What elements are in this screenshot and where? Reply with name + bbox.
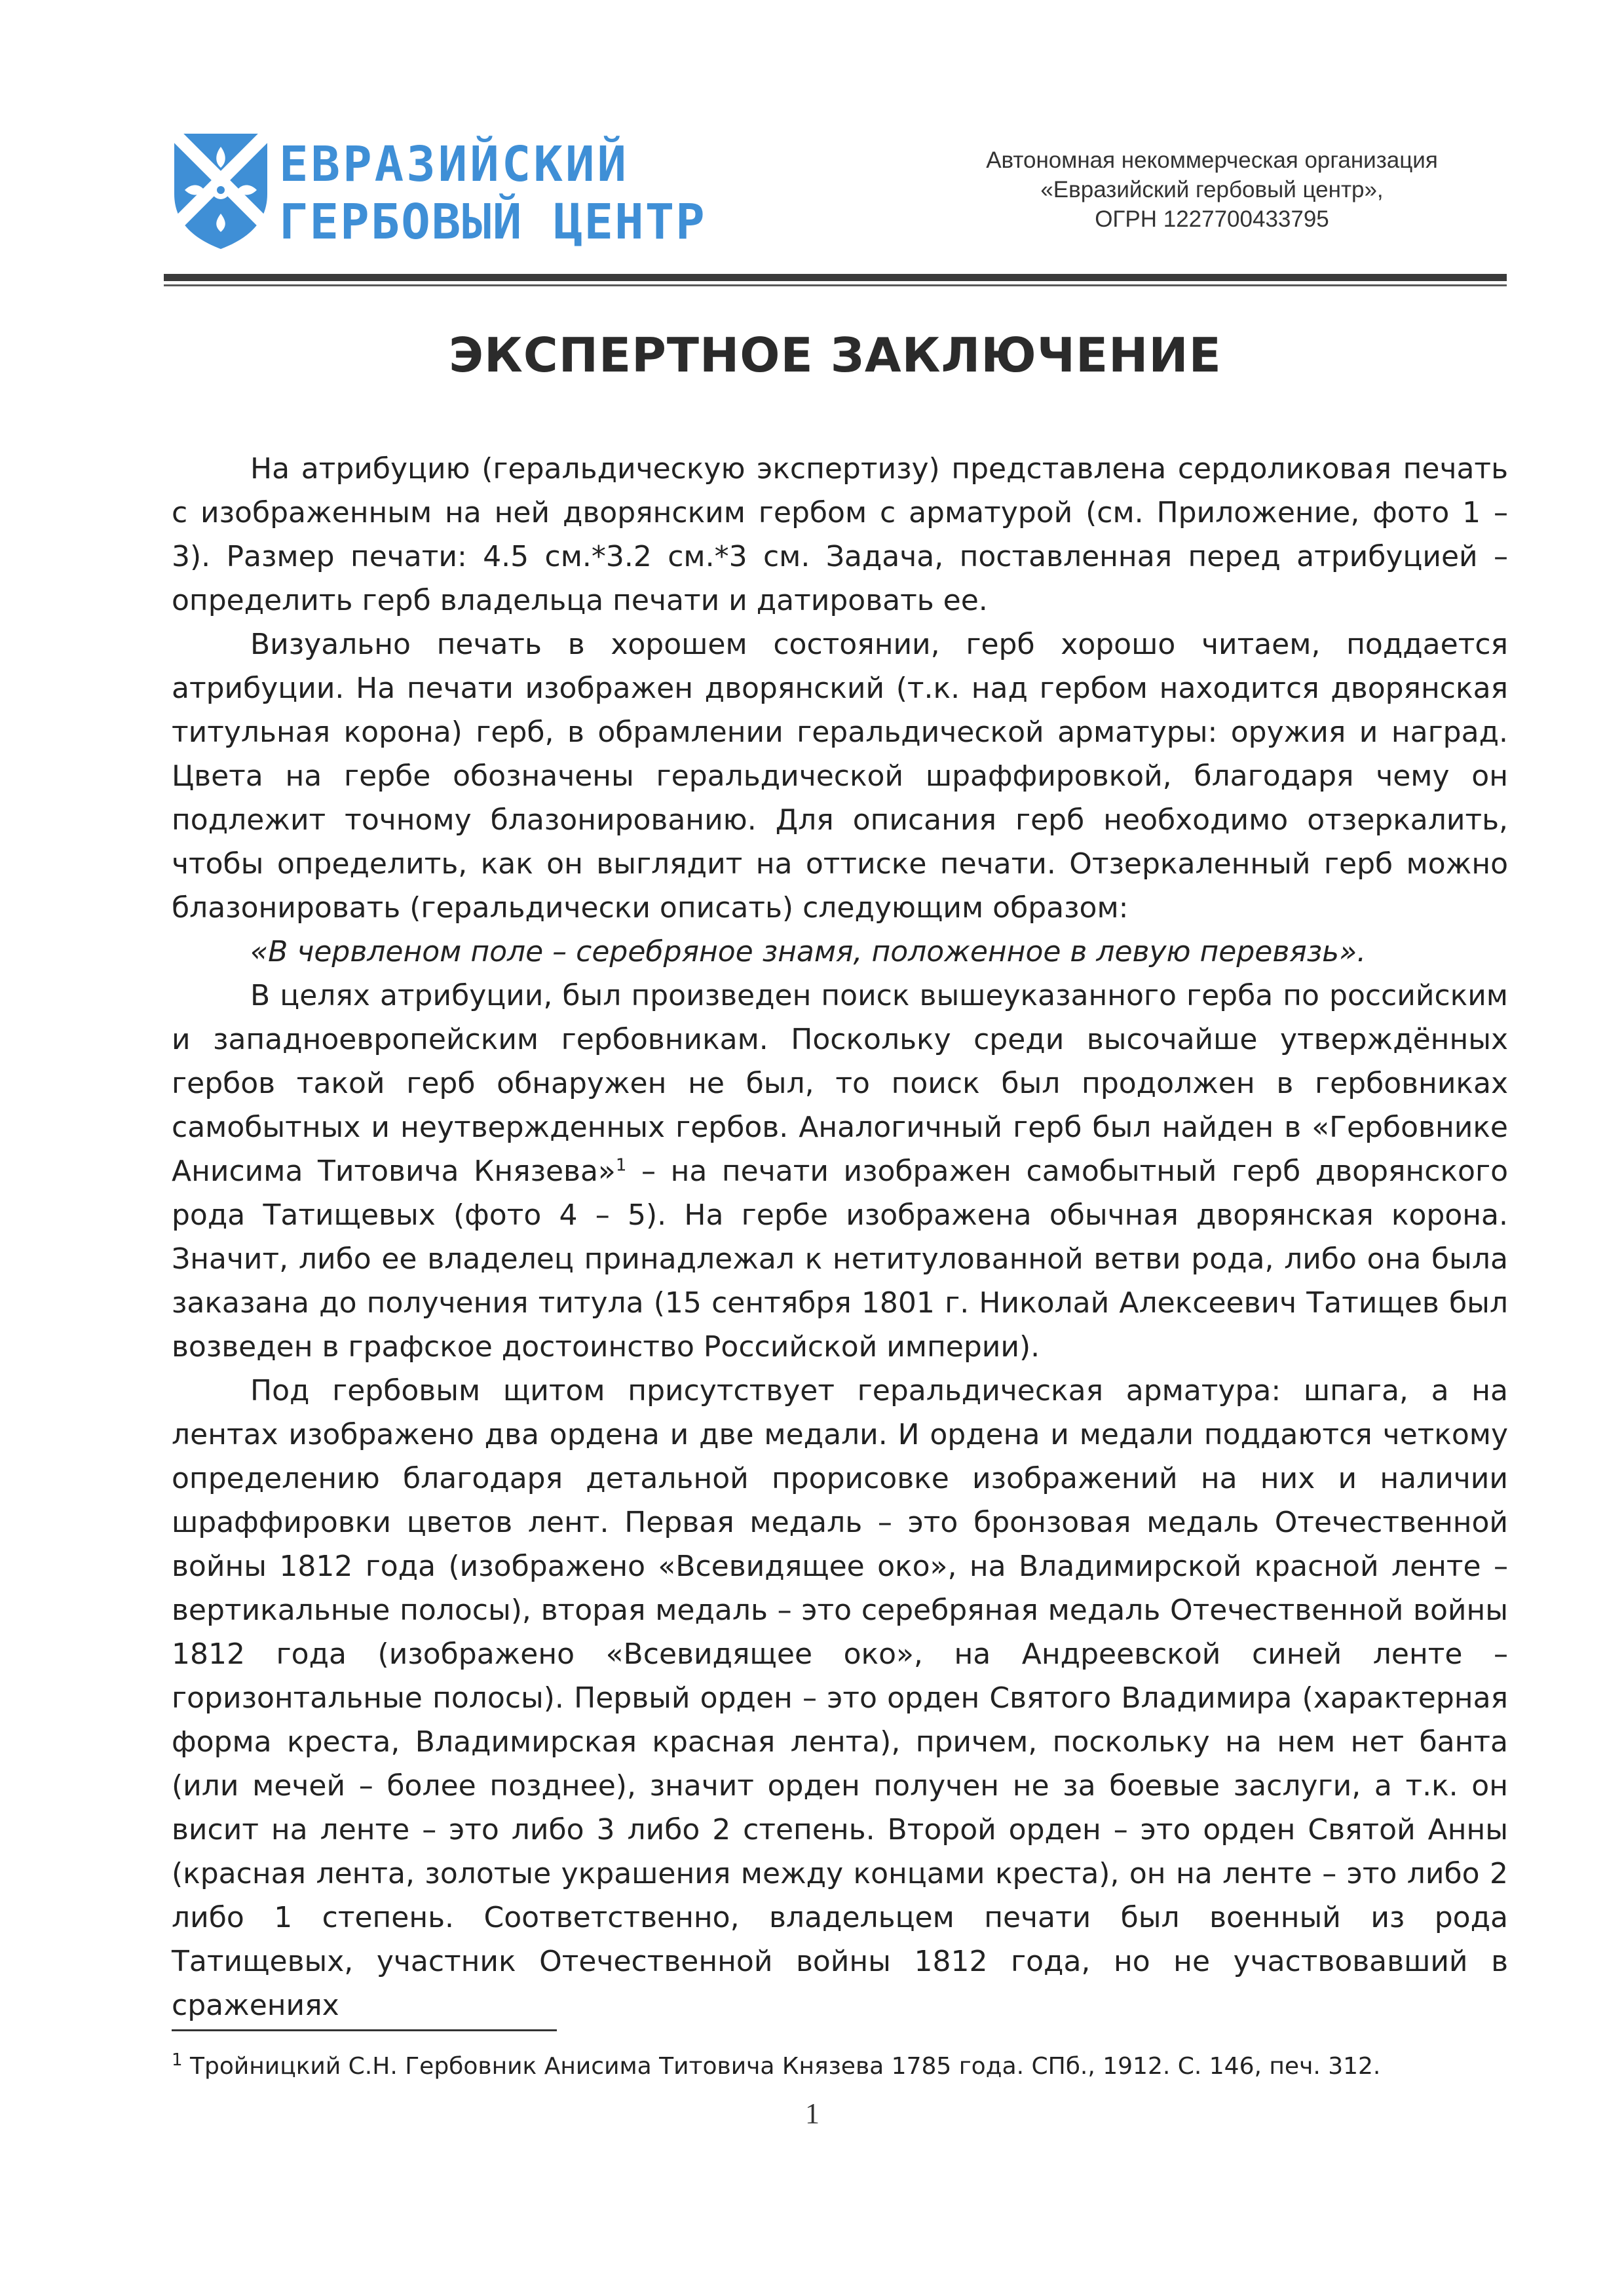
header-divider-thick	[164, 274, 1507, 281]
paragraph-3	[172, 974, 1508, 1369]
header-divider-thin	[164, 284, 1507, 286]
paragraph-1: На атрибуцию (геральдическую экспертизу) представлена сердоликовая печать с изображенным на ней дворянским гербом с арматурой (см. Приложение, фото 1 – 3). Размер печати: 4.5 см.*3.2 см.*3 см. Задача, поставленная перед атрибуцией – определить герб владельца печати и датировать ее.	[172, 452, 1508, 617]
organization-info	[917, 145, 1507, 234]
org-line-1: Автономная некоммерческая организация	[986, 147, 1438, 173]
logo-emblem	[169, 128, 706, 253]
blazon-quote: «В червленом поле – серебряное знамя, положенное в левую перевязь».	[250, 935, 1367, 968]
logo-line-2: ГЕРБОВЫЙ ЦЕНТР	[279, 194, 706, 250]
paragraph-4: Под гербовым щитом присутствует геральдическая арматура: шпага, а на лентах изображено два ордена и две медали. И ордена и медали поддаются четкому определению благодаря детальной прорисовке изображений на них и наличии шраффировки цветов лент. Первая медаль – это бронзовая медаль Отечественной войны 1812 года (изображено «Всевидящее око», на Владимирской красной ленте – вертикальные полосы), вторая медаль – это серебряная медаль Отечественной войны 1812 года (изображено «Всевидящее око», на Андреевской синей ленте – горизонтальные полосы). Первый орден – это орден Святого Владимира (характерная форма креста, Владимирская красная лента), причем, поскольку на нем нет банта (или мечей – более позднее), значит орден получен не за боевые заслуги, а т.к. он висит на ленте – это либо 3 либо 2 степень. Второй орден – это орден Святой Анны (красная лента, золотые украшения между концами креста), он на ленте – это либо 2 либо 1 степень. Соответственно, владельцем печати был военный из рода Татищевых, участник Отечественной войны 1812 года, но не участвовавший в сражениях	[172, 1374, 1508, 2022]
logo-line-1: ЕВРАЗИЙСКИЙ	[279, 136, 630, 193]
paragraph-2: Визуально печать в хорошем состоянии, герб хорошо читаем, поддается атрибуции. На печати изображен дворянский (т.к. над гербом находится дворянская титульная корона) герб, в обрамлении геральдической арматуры: оружия и наград. Цвета на гербе обозначены геральдической шраффировкой, благодаря чему он подлежит точному блазонированию. Для описания герб необходимо отзеркалить, чтобы определить, как он выглядит на оттиске печати. Отзеркаленный герб можно блазонировать (геральдически описать) следующим образом:	[172, 628, 1508, 925]
org-line-2: «Евразийский гербовый центр»,	[1040, 177, 1384, 202]
footnote	[172, 2051, 1508, 2082]
footnote-reference[interactable]: 1	[615, 1155, 627, 1176]
paragraph-3-part-1: В целях атрибуции, был произведен поиск вышеуказанного герба по российским и западноевропейским гербовникам. Поскольку среди высочайше утверждённых гербов такой герб обнаружен не был, то поиск был продолжен в гербовниках самобытных и неутвержденных гербов. Аналогичный герб был найден в «Гербовнике Анисима Титовича Князева»	[172, 979, 1508, 1188]
document-body	[172, 447, 1508, 2027]
paragraph-3-part-2: – на печати изображен самобытный герб дворянского рода Татищевых (фото 4 – 5). На гербе изображена обычная дворянская корона. Значит, либо ее владелец принадлежал к нетитулованной ветви рода, либо она была заказана до получения титула (15 сентября 1801 г. Николай Алексеевич Татищев был возведен в графское достоинство Российской империи).	[172, 1155, 1508, 1364]
footnote-marker: 1	[172, 2050, 183, 2070]
org-line-3: ОГРН 1227700433795	[1095, 206, 1329, 232]
footnote-separator	[172, 2029, 557, 2031]
footnote-text: Тройницкий С.Н. Гербовник Анисима Титовича Князева 1785 года. СПб., 1912. С. 146, печ. 312.	[182, 2053, 1381, 2080]
logo	[169, 128, 706, 253]
page-number: 1	[805, 2097, 820, 2130]
document-title: ЭКСПЕРТНОЕ ЗАКЛЮЧЕНИЕ	[449, 328, 1222, 383]
